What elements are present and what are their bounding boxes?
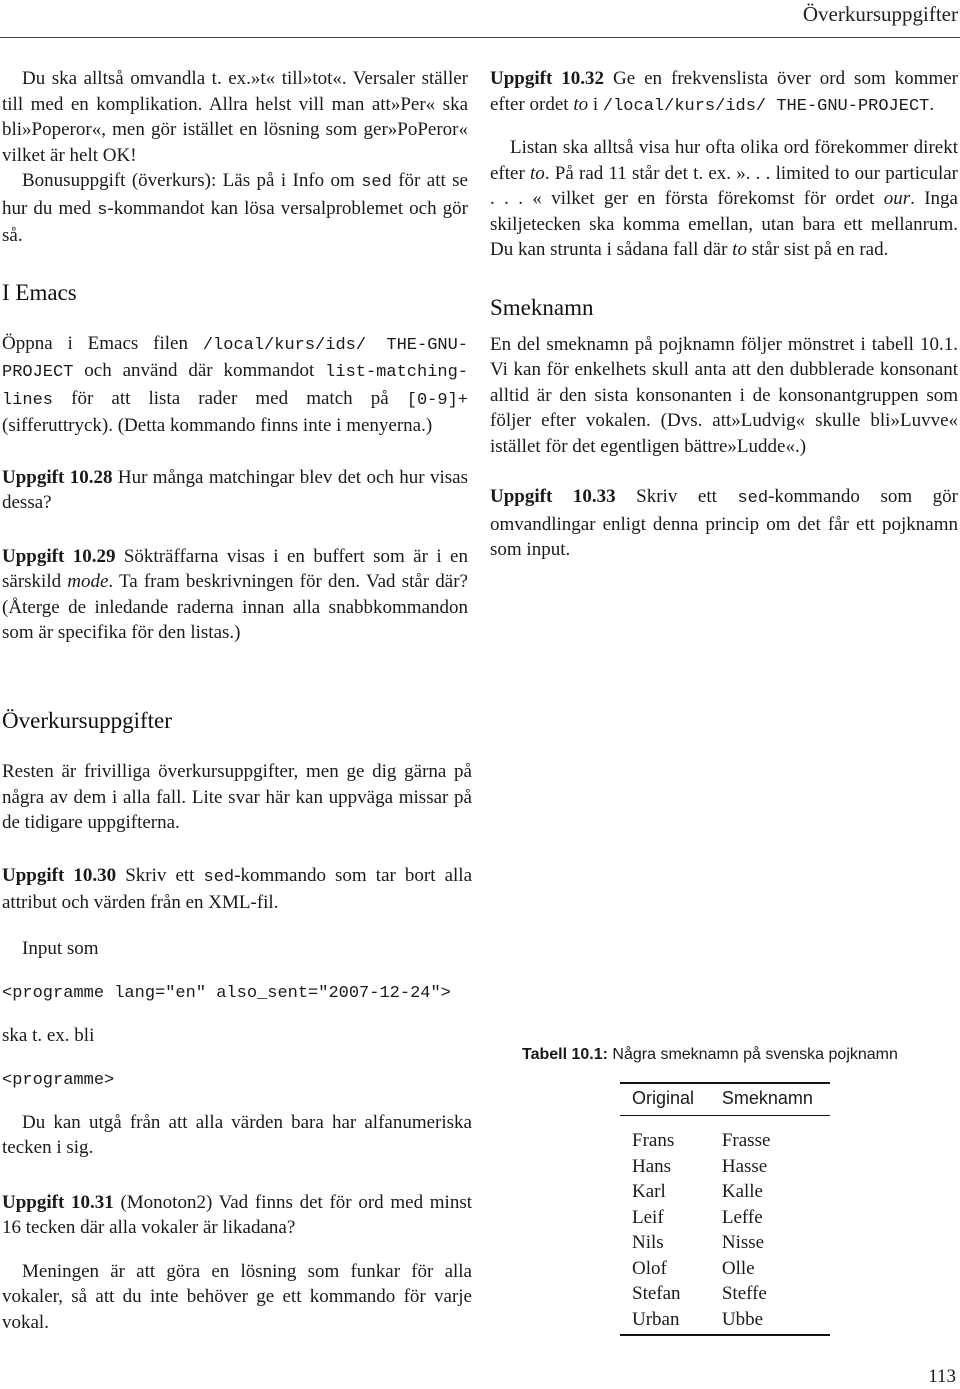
nickname-cell: Ubbe: [710, 1307, 830, 1336]
mode-emphasis: mode: [67, 571, 109, 592]
nickname-cell: Kalle: [721, 1181, 763, 1202]
our-emphasis: our: [883, 188, 911, 209]
listan-text-c: . Inga skiljetecken ska komma emellan, utan bara ett mellanrum. Du kan strunta i sådana fall där: [490, 188, 958, 260]
emacs-text-c: för att lista rader med match på: [53, 387, 407, 409]
exercise-text-b: -kommando som gör omvandlingar enligt denna princip om det får ett pojknamn som input.: [490, 486, 958, 560]
exercise-10-30: [2, 863, 472, 916]
nickname-cell: Nisse: [721, 1232, 765, 1253]
listan-text-a: Listan ska alltså visa hur ofta olika ord förekommer direkt efter: [490, 137, 958, 184]
s-code: s: [97, 200, 108, 220]
exercise-10-33: [490, 484, 958, 563]
original-cell: Karl: [632, 1181, 666, 1202]
original-cell: Frans: [632, 1130, 675, 1151]
overkurs-section: [2, 706, 472, 1335]
page-number: 113: [928, 1366, 956, 1387]
table-caption-label: Tabell 10.1:: [522, 1046, 608, 1063]
exercise-label: Uppgift 10.30: [2, 864, 117, 886]
exercise-10-31-note: Meningen är att göra en lösning som funkar för alla vokaler, så att du inte behöver ge ett kommando för varje vokal.: [2, 1260, 472, 1333]
emacs-text-b: och använd där kommandot: [73, 360, 326, 381]
exercise-label: Uppgift 10.29: [2, 545, 116, 567]
exercise-text: (Monoton2) Vad finns det för ord med minst 16 tecken där alla vokaler är likadana?: [2, 1191, 473, 1238]
sed-code: sed: [737, 489, 769, 508]
input-label: Input som: [22, 937, 99, 959]
left-column: [2, 66, 468, 646]
table-caption-text: Några smeknamn på svenska pojknamn: [607, 1046, 898, 1063]
output-label: ska t. ex. bli: [2, 1025, 95, 1046]
nickname-cell: Hasse: [721, 1155, 768, 1177]
table-header-row: [620, 1083, 830, 1116]
sed-code: sed: [203, 867, 235, 887]
bonus-text-a: Bonusuppgift (överkurs): Läs på i Info om: [22, 170, 362, 191]
original-cell: Hans: [632, 1155, 672, 1177]
table-row: [620, 1179, 830, 1205]
exercise-text-b: . Ta fram beskrivningen för den. Vad står där? (Återge de inledande raderna innan alla snabbkommandon som är specifika för den listas.): [2, 571, 468, 643]
sed-code: sed: [361, 173, 392, 192]
nickname-table: [620, 1082, 830, 1336]
list-matching-lines-code: list-matching-lines: [2, 363, 468, 410]
right-column: [490, 66, 958, 563]
exercise-label: Uppgift 10.28: [2, 466, 113, 488]
exercise-text-b: -kommando som tar bort alla attribut och värden från en XML-fil.: [2, 864, 473, 913]
exercise-10-29: [2, 544, 468, 646]
original-cell: Urban: [620, 1307, 710, 1336]
nickname-cell: Olle: [721, 1257, 755, 1279]
table-row: [620, 1256, 830, 1282]
nickname-cell: Steffe: [721, 1283, 767, 1304]
path-code: /local/kurs/ids/ THE-GNU-PROJECT: [602, 96, 930, 116]
heading-overkursuppgifter: Överkursuppgifter: [2, 708, 172, 733]
alfanumeric-note: Du kan utgå från att alla värden bara har alfanumeriska tecken i sig.: [2, 1111, 472, 1158]
to-emphasis: to: [530, 162, 545, 184]
table-row: [620, 1281, 830, 1307]
exercise-label: Uppgift 10.32: [490, 68, 605, 89]
original-cell: Leif: [632, 1206, 664, 1228]
bonus-text-c: -kommandot kan lösa versalproblemet och gör så.: [2, 197, 468, 246]
heading-smeknamn: Smeknamn: [490, 294, 594, 320]
paragraph-omvandla: Du ska alltså omvandla t. ex.»t« till»tot«. Versaler ställer till med en komplikation. Allra helst vill man att»Per« ska bli»Poperor«, men gör istället en lösning som ger»PoPeror« vilket är helt OK!: [2, 68, 468, 166]
running-head-title: Överkursuppgifter: [802, 2, 958, 26]
exercise-text-c: .: [929, 93, 935, 115]
exercise-10-32: [490, 66, 958, 119]
to-emphasis: to: [573, 93, 589, 115]
listan-text-b: . På rad 11 står det t. ex. ». . . limited to our particular . . . « vilket ger en första förekomst för ordet: [490, 162, 958, 209]
exercise-text-a: Skriv ett: [615, 486, 738, 507]
paragraph-bonusuppgift: [2, 168, 468, 249]
exercise-label: Uppgift 10.33: [490, 486, 616, 507]
emacs-text-a: Öppna i Emacs filen: [2, 332, 203, 354]
table-row: [620, 1205, 830, 1231]
table-row: [620, 1154, 830, 1180]
exercise-10-31: [2, 1190, 472, 1241]
original-cell: Stefan: [632, 1283, 681, 1304]
output-code-block: <programme>: [2, 1070, 115, 1090]
exercise-10-28: [2, 465, 468, 516]
header-rule: [0, 37, 960, 38]
exercise-text: Hur många matchingar blev det och hur visas dessa?: [2, 466, 469, 513]
nickname-cell: Frasse: [721, 1130, 771, 1151]
original-cell: Olof: [632, 1257, 667, 1279]
exercise-text-a: Sökträffarna visas i en buffert som är i en särskild: [2, 545, 468, 592]
input-code-block: <programme lang="en" also_sent="2007-12-24">: [2, 984, 451, 1003]
table-row: [620, 1116, 830, 1154]
exercise-text-b: i: [588, 93, 603, 115]
paragraph-listan: [490, 135, 958, 263]
table-row: [620, 1230, 830, 1256]
listan-text-d: står sist på en rad.: [746, 239, 889, 260]
bonus-text-b: för att se hur du med: [2, 170, 468, 219]
to-emphasis: to: [732, 239, 747, 260]
path-code: /local/kurs/ids/ THE-GNU-PROJECT: [2, 335, 468, 382]
regex-code: [0-9]+: [406, 390, 468, 410]
column-header-smeknamn: Smeknamn: [710, 1083, 830, 1116]
column-header-original: Original: [620, 1083, 710, 1116]
original-cell: Nils: [632, 1232, 664, 1253]
emacs-text-d: (sifferuttryck). (Detta kommando finns inte i menyerna.): [2, 415, 433, 436]
nickname-cell: Leffe: [721, 1206, 763, 1228]
paragraph-intro: Resten är frivilliga överkursuppgifter, men ge dig gärna på några av dem i alla fall. Lite svar här kan uppväga missar på de tidigare uppgifterna.: [2, 761, 472, 833]
exercise-text-a: Skriv ett: [116, 864, 204, 886]
exercise-label: Uppgift 10.31: [2, 1191, 114, 1213]
table-caption: [522, 1046, 952, 1064]
table-row: [620, 1307, 830, 1336]
exercise-text-a: Ge en frekvenslista över ord som kommer efter ordet: [490, 68, 958, 115]
heading-i-emacs: I Emacs: [2, 279, 77, 305]
paragraph-emacs: [2, 331, 468, 439]
paragraph-smeknamn: En del smeknamn på pojknamn följer mönstret i tabell 10.1. Vi kan för enkelhets skull anta att den dubblerade konsonant alltid är den sista konsonanten i de konsonantgruppen som följer efter vokalen. (Dvs. att»Ludvig« skulle bli»Luvve« istället för det egentligen bättre»Ludde«.): [490, 333, 958, 457]
